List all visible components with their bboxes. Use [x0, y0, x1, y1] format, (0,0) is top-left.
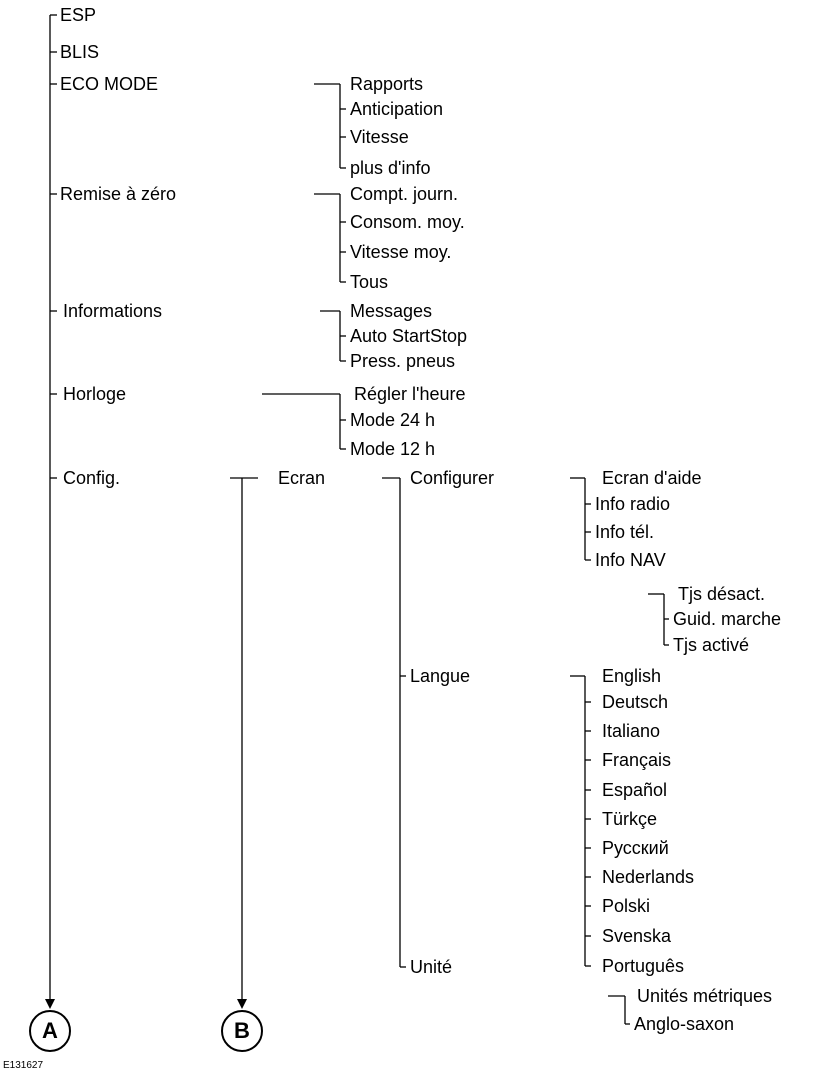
horloge-item-mode12: Mode 12 h — [350, 439, 436, 459]
langue-item-deutsch: Deutsch — [602, 692, 669, 712]
connector-a-label: A — [42, 1018, 58, 1043]
unite-item-metriques: Unités métriques — [637, 986, 773, 1006]
menu-item-horloge: Horloge — [63, 384, 127, 404]
menu-item-eco-mode: ECO MODE — [60, 74, 159, 94]
menu-item-config: Config. — [63, 468, 121, 488]
langue-item-russian: Русский — [602, 838, 669, 858]
configurer-item-info-radio: Info radio — [595, 494, 671, 514]
eco-item-vitesse: Vitesse — [350, 127, 409, 147]
arrow-down-a-icon — [45, 999, 55, 1009]
horloge-item-regler: Régler l'heure — [354, 384, 466, 404]
horloge-item-mode24: Mode 24 h — [350, 410, 436, 430]
eco-item-rapports: Rapports — [350, 74, 424, 94]
langue-item-svenska: Svenska — [602, 926, 672, 946]
remise-item-vitesse-moy: Vitesse moy. — [350, 242, 452, 262]
configurer-item-ecran-aide: Ecran d'aide — [602, 468, 702, 488]
connector-b-label: B — [234, 1018, 250, 1043]
nav-item-tjs-active: Tjs activé — [673, 635, 750, 655]
configurer-item-info-nav: Info NAV — [595, 550, 666, 570]
langue-item-espanol: Español — [602, 780, 668, 800]
eco-item-anticipation: Anticipation — [350, 99, 444, 119]
arrow-down-b-icon — [237, 999, 247, 1009]
ecran-item-langue: Langue — [410, 666, 471, 686]
config-item-ecran: Ecran — [278, 468, 326, 488]
langue-item-portugues: Português — [602, 956, 685, 976]
eco-item-plus-info: plus d'info — [350, 158, 431, 178]
langue-item-italiano: Italiano — [602, 721, 661, 741]
menu-item-blis: BLIS — [60, 42, 100, 62]
remise-item-compt-journ: Compt. journ. — [350, 184, 459, 204]
ecran-item-configurer: Configurer — [410, 468, 495, 488]
remise-item-consom-moy: Consom. moy. — [350, 212, 465, 232]
unite-item-anglo-saxon: Anglo-saxon — [634, 1014, 735, 1034]
figure-code: E131627 — [3, 1060, 44, 1071]
langue-item-polski: Polski — [602, 896, 651, 916]
nav-item-tjs-desact: Tjs désact. — [678, 584, 766, 604]
menu-item-esp: ESP — [60, 5, 97, 25]
ecran-item-unite: Unité — [410, 957, 453, 977]
remise-item-tous: Tous — [350, 272, 389, 292]
langue-item-nederlands: Nederlands — [602, 867, 695, 887]
langue-item-francais: Français — [602, 750, 672, 770]
info-item-auto-startstop: Auto StartStop — [350, 326, 468, 346]
info-item-messages: Messages — [350, 301, 433, 321]
langue-item-turkce: Türkçe — [602, 809, 658, 829]
configurer-item-info-tel: Info tél. — [595, 522, 655, 542]
info-item-press-pneus: Press. pneus — [350, 351, 456, 371]
langue-item-english: English — [602, 666, 662, 686]
menu-item-remise: Remise à zéro — [60, 184, 177, 204]
menu-item-informations: Informations — [63, 301, 163, 321]
nav-item-guid-marche: Guid. marche — [673, 609, 782, 629]
